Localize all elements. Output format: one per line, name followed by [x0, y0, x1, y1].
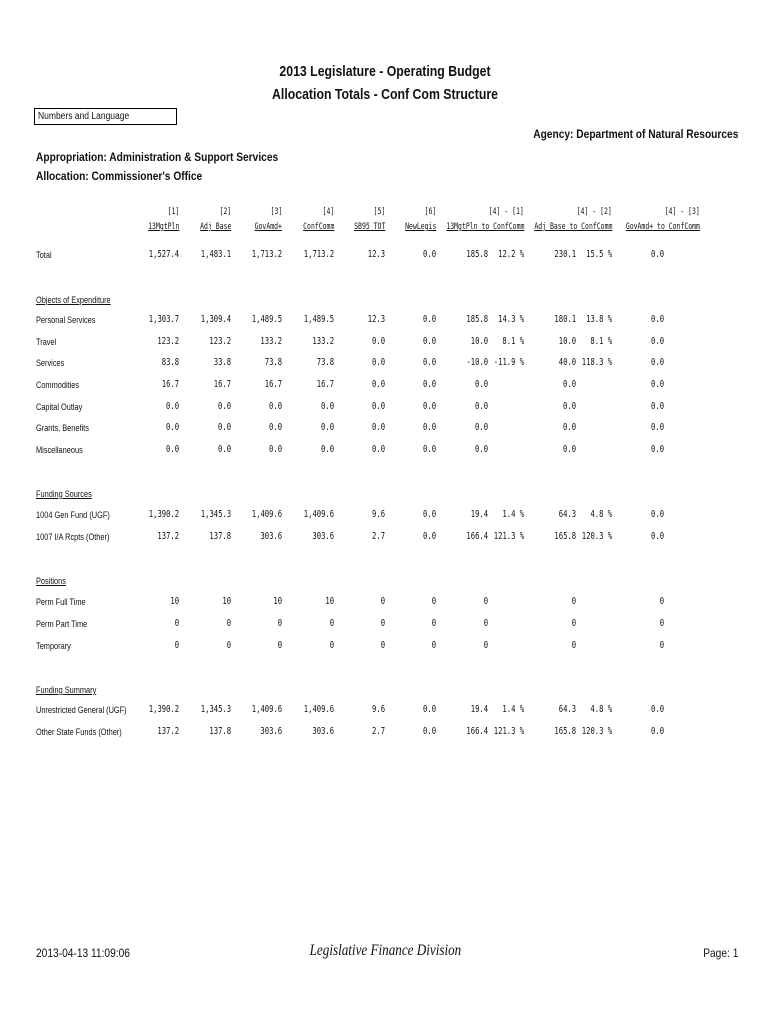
table-cell: 0: [380, 640, 385, 651]
column-header-8: Adj Base to ConfComm: [533, 222, 612, 232]
table-cell: 0.0: [422, 531, 436, 542]
table-cell: 40.0: [558, 357, 576, 368]
table-cell: 303.6: [312, 726, 334, 737]
table-cell: 120.3 %: [581, 726, 612, 737]
report-subtitle: Allocation Totals - Conf Com Structure: [272, 86, 498, 103]
table-cell: 0.0: [650, 509, 664, 520]
table-cell: 0.0: [562, 379, 576, 390]
row-label: Services: [36, 358, 65, 368]
table-cell: 1,409.6: [303, 704, 334, 715]
table-cell: 0: [277, 618, 282, 629]
table-cell: 0: [431, 596, 436, 607]
table-cell: 0: [659, 640, 664, 651]
row-label: Capital Outlay: [36, 402, 83, 412]
table-cell: 73.8: [316, 357, 334, 368]
column-number-4: [4]: [322, 207, 334, 217]
table-cell: -10.0: [466, 357, 488, 368]
table-cell: 0.0: [422, 509, 436, 520]
table-cell: 0: [659, 596, 664, 607]
table-cell: 0.0: [650, 379, 664, 390]
table-cell: 0.0: [217, 422, 231, 433]
table-cell: 0.0: [422, 379, 436, 390]
table-cell: 0.0: [650, 726, 664, 737]
table-cell: 0: [483, 640, 488, 651]
table-cell: 0.0: [371, 379, 385, 390]
footer-division-text: Legislative Finance Division: [309, 942, 461, 959]
table-cell: 0.0: [371, 444, 385, 455]
table-cell: 0.0: [165, 422, 179, 433]
table-cell: 0: [483, 596, 488, 607]
column-number-1: [1]: [167, 207, 179, 217]
table-cell: 10.0: [470, 336, 488, 347]
table-cell: 0.0: [217, 444, 231, 455]
column-header-1: 13MgtPln: [147, 222, 179, 232]
row-label: 1007 I/A Rcpts (Other): [36, 532, 110, 542]
table-cell: 0: [571, 596, 576, 607]
table-cell: 0: [329, 640, 334, 651]
table-cell: 0: [174, 618, 179, 629]
table-cell: 0.0: [422, 401, 436, 412]
table-cell: 133.2: [260, 336, 282, 347]
column-number-5: [5]: [373, 207, 385, 217]
column-header-5: SB95 TOT: [353, 222, 385, 232]
table-cell: 10.0: [558, 336, 576, 347]
table-cell: 0.0: [562, 422, 576, 433]
table-cell: 0.0: [371, 357, 385, 368]
table-cell: 16.7: [264, 379, 282, 390]
table-cell: 303.6: [312, 531, 334, 542]
table-cell: 0.0: [371, 336, 385, 347]
table-cell: 0.0: [165, 444, 179, 455]
footer-page-number: Page: 1: [702, 946, 738, 960]
table-cell: 0.0: [650, 314, 664, 325]
table-cell: 118.3 %: [581, 357, 612, 368]
table-cell: 1,489.5: [303, 314, 334, 325]
table-cell: 166.4: [466, 726, 488, 737]
table-cell: 0.0: [562, 444, 576, 455]
agency-label: Agency: Department of Natural Resources: [532, 127, 738, 141]
table-cell: 13.8 %: [585, 314, 612, 325]
table-cell: 165.8: [554, 531, 576, 542]
table-cell: 10: [273, 596, 282, 607]
table-cell: 12.2 %: [497, 249, 524, 260]
section-heading: Objects of Expenditure: [36, 295, 111, 305]
column-number-3: [3]: [270, 207, 282, 217]
table-cell: 0.0: [650, 357, 664, 368]
table-cell: 185.8: [466, 249, 488, 260]
table-cell: 0.0: [474, 422, 488, 433]
table-cell: 0: [431, 640, 436, 651]
table-cell: 33.8: [213, 357, 231, 368]
table-cell: 1,713.2: [251, 249, 282, 260]
table-cell: 137.2: [157, 726, 179, 737]
table-cell: 19.4: [470, 704, 488, 715]
table-cell: 0.0: [371, 422, 385, 433]
appropriation-label: Appropriation: Administration & Support Services: [36, 150, 279, 164]
allocation-label: Allocation: Commissioner's Office: [36, 169, 203, 183]
table-cell: 0: [174, 640, 179, 651]
row-label: Commodities: [36, 380, 80, 390]
table-cell: 4.8 %: [590, 704, 612, 715]
row-label: Other State Funds (Other): [36, 727, 122, 737]
table-cell: 303.6: [260, 531, 282, 542]
table-cell: 19.4: [470, 509, 488, 520]
table-cell: 137.8: [209, 726, 231, 737]
table-cell: 0: [329, 618, 334, 629]
table-cell: 123.2: [157, 336, 179, 347]
table-cell: 0.0: [474, 444, 488, 455]
table-cell: 0.0: [422, 314, 436, 325]
row-label: Perm Part Time: [36, 619, 88, 629]
table-cell: 0.0: [650, 401, 664, 412]
table-cell: 1,345.3: [200, 704, 231, 715]
table-cell: 1,409.6: [251, 509, 282, 520]
table-cell: 0.0: [217, 401, 231, 412]
table-cell: 1,489.5: [251, 314, 282, 325]
table-cell: 0.0: [650, 336, 664, 347]
section-heading: Positions: [36, 576, 66, 586]
table-cell: 4.8 %: [590, 509, 612, 520]
table-cell: 1,483.1: [200, 249, 231, 260]
column-header-3: GovAmd+: [254, 222, 282, 232]
table-cell: 0: [483, 618, 488, 629]
table-cell: 0.0: [474, 379, 488, 390]
table-cell: 83.8: [161, 357, 179, 368]
table-cell: 230.1: [554, 249, 576, 260]
table-cell: 10: [325, 596, 334, 607]
column-header-4: ConfComm: [302, 222, 334, 232]
table-cell: 165.8: [554, 726, 576, 737]
table-cell: 2.7: [371, 531, 385, 542]
row-label: Unrestricted General (UGF): [36, 705, 127, 715]
table-cell: 16.7: [161, 379, 179, 390]
section-heading: Funding Summary: [36, 685, 97, 695]
table-cell: 0: [380, 618, 385, 629]
table-cell: 123.2: [209, 336, 231, 347]
row-label: Miscellaneous: [36, 445, 83, 455]
table-cell: 0.0: [371, 401, 385, 412]
table-cell: 0.0: [422, 704, 436, 715]
column-header-7: 13MgtPln to ConfComm: [445, 222, 524, 232]
row-label: 1004 Gen Fund (UGF): [36, 510, 110, 520]
table-cell: 8.1 %: [590, 336, 612, 347]
table-cell: 0.0: [268, 444, 282, 455]
table-cell: 0.0: [422, 422, 436, 433]
column-header-9: GovAmd+ to ConfComm: [625, 222, 700, 232]
column-number-8: [4] - [2]: [576, 207, 612, 217]
table-cell: 0.0: [268, 401, 282, 412]
table-cell: 1,309.4: [200, 314, 231, 325]
row-label: Perm Full Time: [36, 597, 86, 607]
column-number-9: [4] - [3]: [664, 207, 700, 217]
column-number-6: [6]: [424, 207, 436, 217]
table-cell: 64.3: [558, 509, 576, 520]
table-cell: 1.4 %: [502, 509, 524, 520]
table-cell: 0.0: [650, 249, 664, 260]
table-cell: 1,527.4: [148, 249, 179, 260]
table-cell: 9.6: [371, 704, 385, 715]
table-cell: 0.0: [422, 336, 436, 347]
numbers-and-language-box: [34, 108, 177, 125]
table-cell: 0.0: [650, 422, 664, 433]
table-cell: 0.0: [320, 422, 334, 433]
table-cell: 0: [659, 618, 664, 629]
table-cell: 1,390.2: [148, 509, 179, 520]
table-cell: 185.8: [466, 314, 488, 325]
table-cell: 1.4 %: [502, 704, 524, 715]
table-cell: 10: [222, 596, 231, 607]
numbers-and-language-label: Numbers and Language: [38, 111, 130, 122]
column-header-2: Adj Base: [199, 222, 231, 232]
table-cell: 0.0: [165, 401, 179, 412]
table-cell: 0.0: [320, 444, 334, 455]
table-cell: 0: [226, 618, 231, 629]
table-cell: 0.0: [320, 401, 334, 412]
table-cell: 0.0: [422, 444, 436, 455]
table-cell: 1,390.2: [148, 704, 179, 715]
table-cell: 16.7: [316, 379, 334, 390]
table-cell: 2.7: [371, 726, 385, 737]
table-cell: 0: [226, 640, 231, 651]
row-label: Total: [36, 250, 52, 260]
row-label: Grants, Benefits: [36, 423, 89, 433]
report-title: 2013 Legislature - Operating Budget: [279, 63, 491, 80]
row-label: Travel: [36, 337, 57, 347]
table-cell: 0.0: [650, 704, 664, 715]
table-cell: 0.0: [422, 357, 436, 368]
table-cell: 0.0: [474, 401, 488, 412]
table-cell: 0.0: [268, 422, 282, 433]
table-cell: 0.0: [650, 444, 664, 455]
row-label: Personal Services: [36, 315, 96, 325]
column-number-7: [4] - [1]: [488, 207, 524, 217]
table-cell: 0: [571, 618, 576, 629]
table-cell: 121.3 %: [493, 726, 524, 737]
table-cell: 0.0: [650, 531, 664, 542]
footer-datetime: 2013-04-13 11:09:06: [36, 946, 130, 960]
table-cell: 15.5 %: [585, 249, 612, 260]
section-heading: Funding Sources: [36, 489, 92, 499]
table-cell: 64.3: [558, 704, 576, 715]
table-cell: 121.3 %: [493, 531, 524, 542]
table-cell: 73.8: [264, 357, 282, 368]
table-cell: 0.0: [422, 249, 436, 260]
table-cell: 10: [170, 596, 179, 607]
table-cell: 0: [431, 618, 436, 629]
table-cell: 0.0: [562, 401, 576, 412]
table-cell: 8.1 %: [502, 336, 524, 347]
column-header-6: NewLegis: [404, 222, 436, 232]
table-cell: 1,345.3: [200, 509, 231, 520]
table-cell: 9.6: [371, 509, 385, 520]
footer-division: [0, 942, 770, 960]
table-cell: 137.8: [209, 531, 231, 542]
table-cell: 1,713.2: [303, 249, 334, 260]
table-cell: 133.2: [312, 336, 334, 347]
table-cell: 14.3 %: [497, 314, 524, 325]
table-cell: 1,303.7: [148, 314, 179, 325]
table-cell: 137.2: [157, 531, 179, 542]
table-cell: 1,409.6: [251, 704, 282, 715]
column-number-2: [2]: [219, 207, 231, 217]
table-cell: 0: [380, 596, 385, 607]
table-cell: 303.6: [260, 726, 282, 737]
table-cell: 1,409.6: [303, 509, 334, 520]
table-cell: 12.3: [367, 249, 385, 260]
table-cell: 120.3 %: [581, 531, 612, 542]
table-cell: 0: [277, 640, 282, 651]
table-cell: 180.1: [554, 314, 576, 325]
table-cell: 0.0: [422, 726, 436, 737]
table-cell: 166.4: [466, 531, 488, 542]
table-cell: -11.9 %: [493, 357, 524, 368]
table-cell: 12.3: [367, 314, 385, 325]
table-cell: 16.7: [213, 379, 231, 390]
row-label: Temporary: [36, 641, 71, 651]
table-cell: 0: [571, 640, 576, 651]
